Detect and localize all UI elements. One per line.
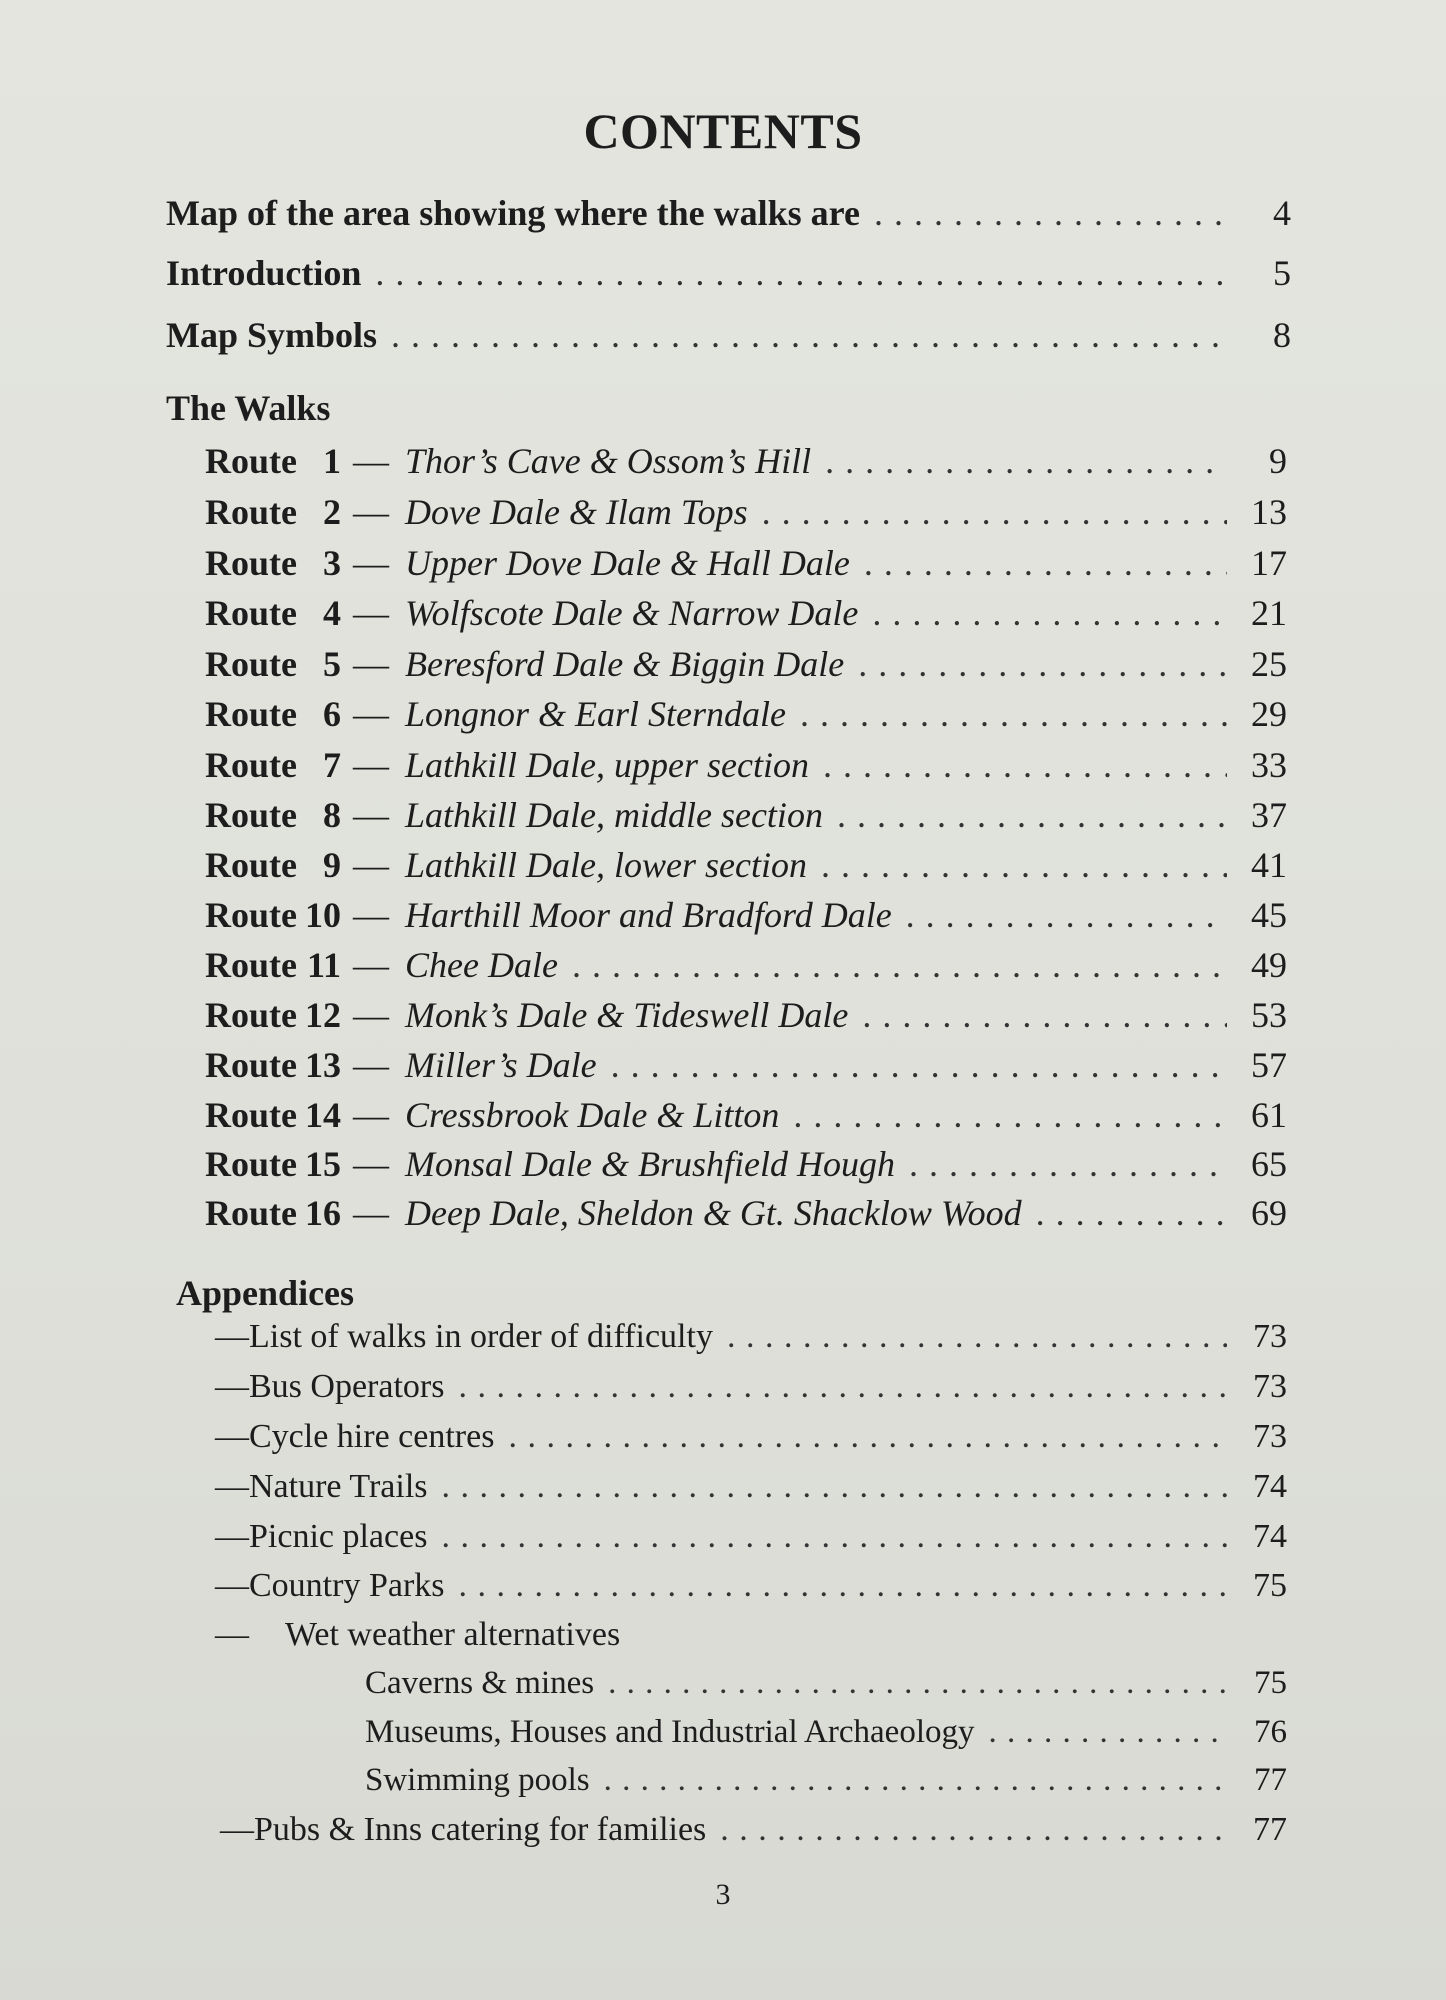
appendix-entry (215, 1567, 1287, 1605)
route-number: Route 16 (205, 1193, 341, 1233)
route-entry (205, 1044, 1287, 1086)
route-page: 37 (1251, 795, 1287, 835)
appendix-dash: — (215, 1368, 249, 1405)
appendix-page: 73 (1253, 1368, 1287, 1405)
route-entry (205, 944, 1287, 986)
dot-leader (375, 252, 1231, 294)
route-title: Lathkill Dale, lower section (405, 845, 807, 885)
route-title: Dove Dale & Ilam Tops (405, 492, 748, 532)
toc-entry-label: Map of the area showing where the walks are (166, 193, 860, 233)
route-page: 61 (1251, 1095, 1287, 1135)
appendix-label: List of walks in order of difficulty (249, 1318, 713, 1355)
route-title: Beresford Dale & Biggin Dale (405, 644, 845, 684)
route-dash: — (353, 1045, 389, 1085)
route-page: 53 (1251, 995, 1287, 1035)
dot-leader (441, 1518, 1227, 1556)
appendix-page: 74 (1253, 1468, 1287, 1505)
route-page: 29 (1251, 694, 1287, 734)
route-entry (205, 1094, 1287, 1136)
dot-leader (793, 1094, 1227, 1136)
route-title: Longnor & Earl Sterndale (405, 694, 787, 734)
appendix-label: Country Parks (249, 1567, 445, 1604)
route-number: Route 14 (205, 1095, 341, 1135)
sub-item-label: Swimming pools (365, 1762, 590, 1798)
route-dash: — (353, 945, 389, 985)
dot-leader (909, 1143, 1227, 1185)
route-number: Route 4 (205, 593, 341, 633)
dot-leader (874, 192, 1231, 234)
route-dash: — (353, 1144, 389, 1184)
toc-entry-map-area (166, 192, 1291, 234)
route-number: Route 15 (205, 1144, 341, 1184)
toc-entry-map-symbols (166, 314, 1291, 356)
route-page: 9 (1269, 441, 1287, 481)
appendix-dash: — (215, 1468, 249, 1505)
dot-leader (800, 693, 1227, 735)
appendix-entry (215, 1368, 1287, 1406)
dot-leader (858, 643, 1227, 685)
route-entry (205, 794, 1287, 836)
page-title: CONTENTS (583, 103, 863, 159)
dot-leader (459, 1567, 1228, 1605)
route-page: 57 (1251, 1045, 1287, 1085)
wet-weather-item (365, 1762, 1287, 1799)
page-number: 3 (715, 1878, 731, 1911)
dot-leader (727, 1318, 1227, 1356)
appendix-dash: — (215, 1318, 249, 1355)
appendix-entry (215, 1418, 1287, 1456)
appendix-label: Cycle hire centres (249, 1418, 495, 1455)
appendix-page: 73 (1253, 1318, 1287, 1355)
route-title: Wolfscote Dale & Narrow Dale (405, 593, 859, 633)
appendices-heading: Appendices (176, 1273, 355, 1313)
route-page: 25 (1251, 644, 1287, 684)
dot-leader (823, 744, 1227, 786)
dot-leader (906, 894, 1227, 936)
route-dash: — (353, 543, 389, 583)
sub-item-page: 76 (1254, 1714, 1287, 1750)
dot-leader (720, 1811, 1227, 1849)
route-entry (205, 844, 1287, 886)
wet-weather-item (365, 1665, 1287, 1702)
appendix-label: Wet weather alternatives (285, 1616, 621, 1653)
route-entry (205, 491, 1287, 533)
route-page: 41 (1251, 845, 1287, 885)
dot-leader (604, 1762, 1227, 1799)
route-number: Route 9 (205, 845, 341, 885)
route-dash: — (353, 441, 389, 481)
route-title: Miller’s Dale (405, 1045, 597, 1085)
route-entry (205, 693, 1287, 735)
route-title: Thor’s Cave & Ossom’s Hill (405, 441, 812, 481)
route-number: Route 11 (205, 945, 341, 985)
route-title: Monsal Dale & Brushfield Hough (405, 1144, 895, 1184)
dot-leader (1036, 1192, 1227, 1234)
route-number: Route 10 (205, 895, 341, 935)
route-dash: — (353, 1193, 389, 1233)
route-page: 49 (1251, 945, 1287, 985)
sub-item-page: 75 (1254, 1665, 1287, 1701)
route-number: Route 8 (205, 795, 341, 835)
route-title: Harthill Moor and Bradford Dale (405, 895, 892, 935)
route-page: 69 (1251, 1193, 1287, 1233)
route-number: Route 13 (205, 1045, 341, 1085)
route-number: Route 5 (205, 644, 341, 684)
route-page: 65 (1251, 1144, 1287, 1184)
appendix-entry (215, 1518, 1287, 1556)
dot-leader (458, 1368, 1227, 1406)
route-dash: — (353, 845, 389, 885)
route-entry (205, 1143, 1287, 1185)
appendix-label: Picnic places (249, 1518, 428, 1555)
dot-leader (391, 314, 1231, 356)
route-number: Route 12 (205, 995, 341, 1035)
route-dash: — (353, 995, 389, 1035)
dot-leader (608, 1665, 1227, 1702)
route-page: 45 (1251, 895, 1287, 935)
route-dash: — (353, 1095, 389, 1135)
toc-entry-page: 5 (1273, 253, 1291, 293)
appendix-label: Bus Operators (249, 1368, 445, 1405)
appendix-entry-pubs (220, 1811, 1287, 1849)
toc-entry-page: 8 (1273, 315, 1291, 355)
appendix-entry-wet-weather (215, 1616, 1287, 1654)
route-page: 21 (1251, 593, 1287, 633)
dot-leader (989, 1714, 1228, 1751)
route-title: Upper Dove Dale & Hall Dale (405, 543, 850, 583)
route-page: 17 (1251, 543, 1287, 583)
route-title: Lathkill Dale, upper section (405, 745, 809, 785)
sub-item-page: 77 (1254, 1762, 1287, 1798)
route-title: Monk’s Dale & Tideswell Dale (405, 995, 849, 1035)
appendix-page: 77 (1253, 1811, 1287, 1848)
dot-leader (762, 491, 1227, 533)
route-entry (205, 1192, 1287, 1234)
route-title: Cressbrook Dale & Litton (405, 1095, 780, 1135)
route-entry (205, 440, 1287, 482)
appendix-dash: — (215, 1518, 249, 1555)
toc-entry-label: Introduction (166, 253, 362, 293)
route-entry (205, 643, 1287, 685)
sub-item-label: Caverns & mines (365, 1665, 595, 1701)
dot-leader (572, 944, 1227, 986)
route-page: 33 (1251, 745, 1287, 785)
dot-leader (821, 844, 1227, 886)
appendix-entry (215, 1318, 1287, 1356)
route-dash: — (353, 694, 389, 734)
dot-leader (837, 794, 1227, 836)
appendix-dash: — (215, 1567, 249, 1604)
dot-leader (611, 1044, 1227, 1086)
route-page: 13 (1251, 492, 1287, 532)
walks-heading: The Walks (166, 388, 331, 428)
route-number: Route 3 (205, 543, 341, 583)
route-entry (205, 894, 1287, 936)
route-dash: — (353, 795, 389, 835)
route-title: Chee Dale (405, 945, 558, 985)
dot-leader (825, 440, 1227, 482)
route-dash: — (353, 644, 389, 684)
toc-entry-label: Map Symbols (166, 315, 378, 355)
toc-entry-page: 4 (1273, 193, 1291, 233)
toc-entry-introduction (166, 252, 1291, 294)
wet-weather-item (365, 1714, 1287, 1751)
route-number: Route 2 (205, 492, 341, 532)
route-dash: — (353, 745, 389, 785)
appendix-dash: — (220, 1811, 254, 1848)
dot-leader (442, 1468, 1228, 1506)
route-title: Deep Dale, Sheldon & Gt. Shacklow Wood (405, 1193, 1022, 1233)
route-number: Route 1 (205, 441, 341, 481)
appendix-dash: — (215, 1616, 249, 1653)
dot-leader (862, 994, 1227, 1036)
appendix-page: 73 (1253, 1418, 1287, 1455)
dot-leader (508, 1418, 1227, 1456)
route-entry (205, 542, 1287, 584)
route-number: Route 7 (205, 745, 341, 785)
appendix-label: Nature Trails (249, 1468, 428, 1505)
route-dash: — (353, 593, 389, 633)
appendix-entry (215, 1468, 1287, 1506)
dot-leader (864, 542, 1227, 584)
route-entry (205, 994, 1287, 1036)
route-dash: — (353, 895, 389, 935)
route-entry (205, 744, 1287, 786)
appendix-dash: — (215, 1418, 249, 1455)
dot-leader (872, 592, 1227, 634)
route-entry (205, 592, 1287, 634)
appendix-page: 74 (1253, 1518, 1287, 1555)
appendix-page: 75 (1253, 1567, 1287, 1604)
appendix-label: Pubs & Inns catering for families (254, 1811, 707, 1848)
route-title: Lathkill Dale, middle section (405, 795, 823, 835)
sub-item-label: Museums, Houses and Industrial Archaeology (365, 1714, 975, 1750)
route-number: Route 6 (205, 694, 341, 734)
route-dash: — (353, 492, 389, 532)
